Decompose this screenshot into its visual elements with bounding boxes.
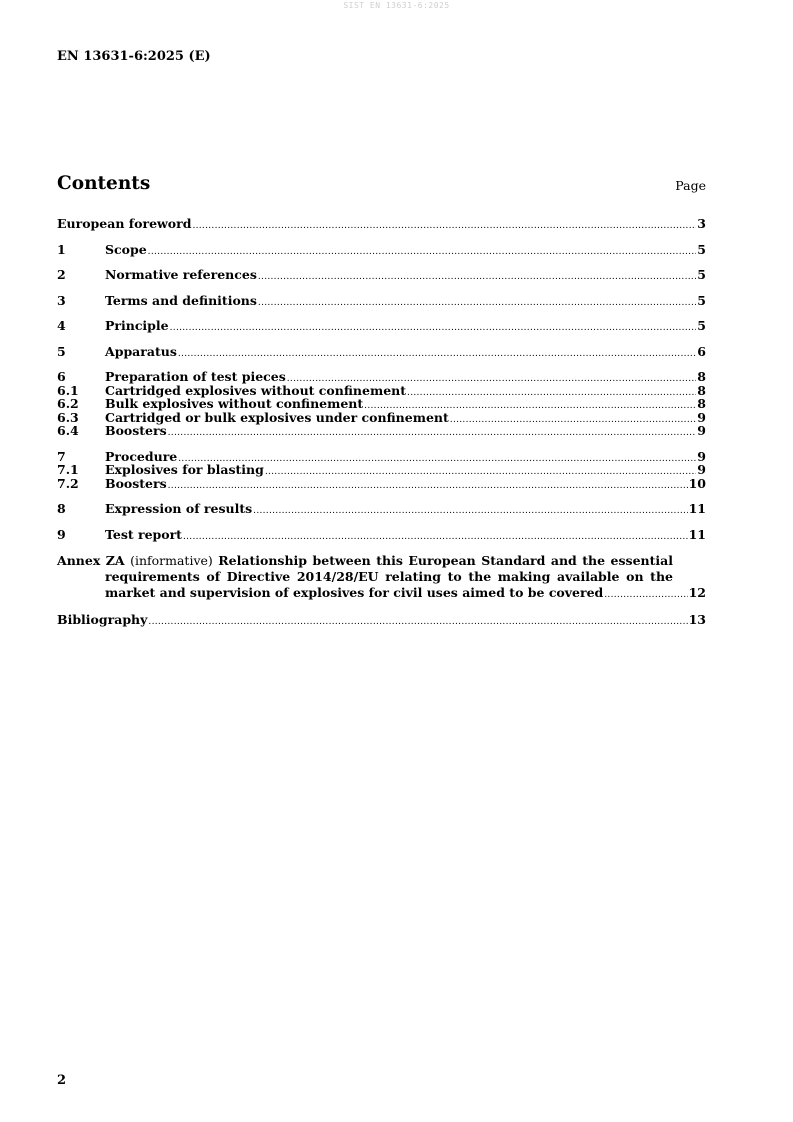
toc-entry[interactable] (57, 450, 706, 464)
toc-entry-page: 9 (697, 423, 706, 438)
dot-leader (148, 246, 697, 260)
toc-entry-number: 6.2 (57, 396, 79, 411)
toc-entry[interactable] (57, 528, 706, 542)
annex-title-part-2: requirements of Directive 2014/28/EU relating to the making available on the (105, 569, 673, 584)
toc-entry[interactable] (57, 243, 706, 257)
dot-leader (168, 480, 688, 494)
dot-leader (604, 587, 687, 603)
watermark: SIST EN 13631-6:2025 (343, 1, 450, 10)
toc-entry-title: Apparatus (105, 343, 177, 359)
dot-leader (183, 531, 688, 545)
toc-entry-title: Cartridged or bulk explosives under confinement (105, 409, 449, 425)
toc-entry-page: 10 (688, 475, 706, 491)
annex-line-2 (57, 569, 706, 585)
toc-entry-number: 2 (57, 267, 66, 282)
toc-entry[interactable] (57, 477, 706, 491)
toc-entry-number: 8 (57, 501, 66, 516)
toc-entry-number: 3 (57, 292, 66, 308)
dot-leader (178, 348, 696, 362)
toc-entry-title: Preparation of test pieces (105, 369, 286, 384)
toc-entry-page: 9 (697, 448, 706, 464)
dot-leader (168, 427, 697, 441)
page-column-label: Page (675, 178, 706, 193)
dot-leader (258, 271, 696, 285)
dot-leader (265, 466, 696, 480)
toc-entry-number: 6 (57, 369, 66, 384)
annex-page-number: 12 (688, 585, 706, 600)
table-of-contents (57, 217, 706, 627)
toc-entry-page: 11 (688, 526, 706, 542)
toc-entry-title: Principle (105, 318, 169, 333)
toc-entry-number: 9 (57, 526, 66, 542)
annex-informative-tag: (informative) (130, 553, 213, 568)
toc-entry-page: 6 (697, 343, 706, 359)
page-number: 2 (57, 1073, 67, 1088)
toc-entry-number: 6.3 (57, 409, 79, 425)
contents-heading: Contents (57, 173, 151, 194)
toc-entry-title: Terms and definitions (105, 292, 257, 308)
toc-entry[interactable] (57, 424, 706, 438)
toc-entry-number: 6.1 (57, 382, 79, 398)
toc-entry-title: Normative references (105, 267, 257, 282)
toc-entry-page: 5 (697, 267, 706, 282)
toc-entry-page: 8 (697, 396, 706, 411)
toc-entry-page: 5 (697, 241, 706, 257)
annex-label: Annex ZA (57, 553, 125, 568)
toc-entry-title: Procedure (105, 448, 178, 464)
toc-entry-title: Expression of results (105, 501, 253, 516)
annex-title-line-1 (57, 553, 706, 569)
toc-entry[interactable] (57, 411, 706, 425)
toc-entry-title: Boosters (105, 475, 167, 491)
toc-entry-number: 6.4 (57, 423, 79, 438)
toc-entry[interactable] (57, 294, 706, 308)
dot-leader (258, 297, 696, 311)
toc-entry-page: 13 (688, 612, 706, 627)
toc-entry[interactable] (57, 345, 706, 359)
toc-entry[interactable] (57, 463, 706, 477)
toc-entry-title: Explosives for blasting (105, 462, 264, 477)
toc-entry-bibliography[interactable] (57, 613, 706, 627)
toc-entry-page: 11 (688, 501, 706, 516)
toc-entry-title: Bulk explosives without confinement (105, 396, 364, 411)
annex-line-3 (57, 585, 706, 601)
dot-leader (253, 505, 687, 519)
annex-title-part-1: Relationship between this European Standard and the essential (218, 553, 673, 568)
toc-entry-annex-za[interactable] (57, 553, 706, 601)
dot-leader (148, 616, 687, 630)
toc-entry[interactable] (57, 397, 706, 411)
toc-entry-title: European foreword (57, 216, 192, 231)
toc-entries (57, 217, 706, 541)
toc-entry[interactable] (57, 384, 706, 398)
dot-leader (407, 387, 696, 401)
document-id-header: EN 13631-6:2025 (E) (57, 49, 211, 64)
annex-title-part-3: market and supervision of explosives for civil uses aimed to be covered (105, 585, 604, 600)
toc-entry-page: 5 (697, 292, 706, 308)
toc-entry-page: 8 (697, 369, 706, 384)
dot-leader (170, 322, 697, 336)
annex-line-1 (57, 553, 706, 569)
toc-entry-title: Cartridged explosives without confinement (105, 382, 407, 398)
toc-entry[interactable] (57, 268, 706, 282)
dot-leader (450, 414, 697, 428)
toc-entry-number: 7.1 (57, 462, 79, 477)
toc-entry-title: Bibliography (57, 612, 148, 627)
toc-entry-page: 8 (697, 382, 706, 398)
toc-entry[interactable] (57, 370, 706, 384)
toc-entry-number: 7.2 (57, 475, 79, 491)
toc-entry-title: Boosters (105, 423, 167, 438)
toc-entry-page: 9 (697, 462, 706, 477)
toc-entry-number: 1 (57, 241, 66, 257)
toc-entry[interactable] (57, 502, 706, 516)
toc-entry-title: Test report (105, 526, 182, 542)
toc-entry-page: 5 (697, 318, 706, 333)
toc-entry-number: 7 (57, 448, 66, 464)
toc-entry-page: 9 (697, 409, 706, 425)
toc-entry-page: 3 (697, 216, 706, 231)
toc-entry[interactable] (57, 217, 706, 231)
toc-entry[interactable] (57, 319, 706, 333)
toc-entry-number: 5 (57, 343, 66, 359)
toc-entry-title: Scope (105, 241, 147, 257)
toc-entry-number: 4 (57, 318, 66, 333)
dot-leader (192, 220, 696, 234)
